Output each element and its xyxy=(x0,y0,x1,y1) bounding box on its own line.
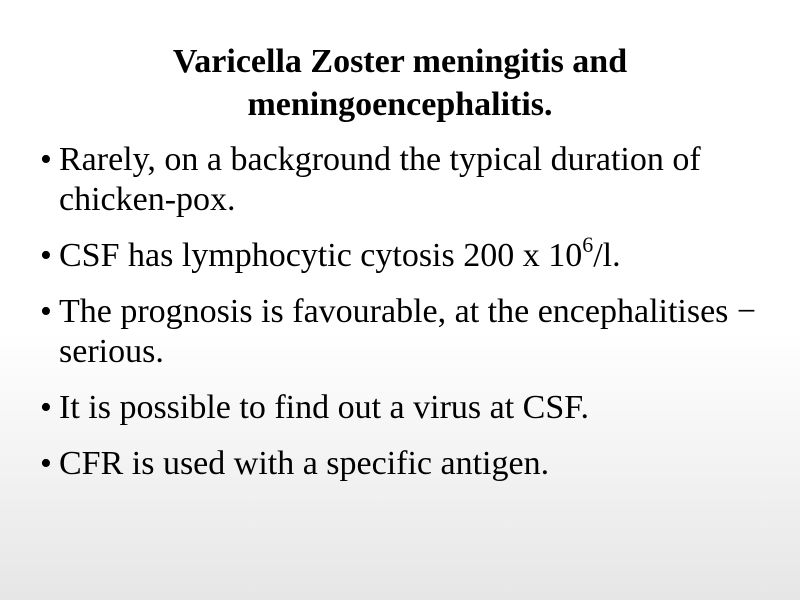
bullet-marker: • xyxy=(40,293,52,330)
bullet-marker: • xyxy=(40,389,52,426)
bullet-superscript: 6 xyxy=(582,232,594,257)
bullet-text: Rarely, on a background the typical duration of chicken-pox. xyxy=(59,141,701,218)
bullet-item xyxy=(26,388,786,428)
bullet-item xyxy=(26,232,786,276)
bullet-item xyxy=(26,444,786,484)
slide-title: Varicella Zoster meningitis and meningoencephalitis. xyxy=(172,43,628,123)
bullet-marker: • xyxy=(40,237,52,274)
bullet-text: CSF has lymphocytic cytosis 200 x 10 xyxy=(59,237,583,274)
bullet-item xyxy=(26,292,786,372)
bullet-item xyxy=(26,140,786,220)
bullet-marker: • xyxy=(40,141,52,178)
bullet-text: CFR is used with a specific antigen. xyxy=(59,445,550,482)
bullet-text: It is possible to find out a virus at CSF. xyxy=(59,389,589,426)
bullet-marker: • xyxy=(40,445,52,482)
bullet-list xyxy=(26,140,786,500)
bullet-text-suffix: /l. xyxy=(593,237,621,274)
bullet-text: The prognosis is favourable, at the encephalitises − serious. xyxy=(59,293,757,370)
